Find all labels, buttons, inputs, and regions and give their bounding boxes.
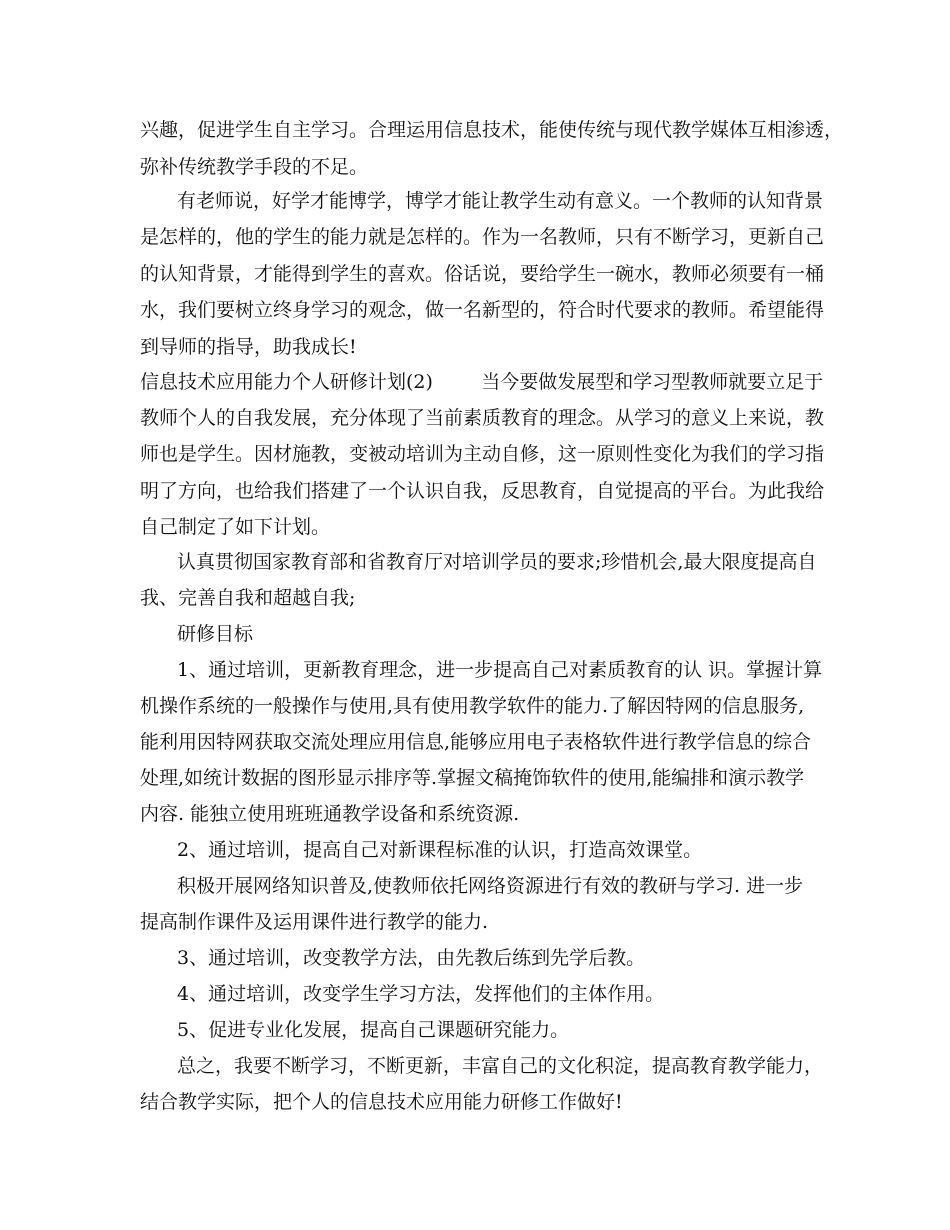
text-line: 是怎样的，他的学生的能力就是怎样的。作为一名教师，只有不断学习，更新自己 bbox=[140, 226, 825, 248]
text-line: 有老师说，好学才能博学，博学才能让教学生动有意义。一个教师的认知背景 bbox=[177, 190, 824, 212]
text-line: 认真贯彻国家教育部和省教育厅对培训学员的要求;珍惜机会,最大限度提高自 bbox=[177, 551, 817, 573]
text-line: 4、通过培训，改变学生学习方法，发挥他们的主体作用。 bbox=[177, 983, 665, 1005]
text-line: 兴趣，促进学生自主学习。合理运用信息技术，能使传统与现代教学媒体互相渗透， bbox=[140, 119, 844, 141]
text-line: 师也是学生。因材施教，变被动培训为主动自修，这一原则性变化为我们的学习指 bbox=[140, 443, 825, 465]
text-line: 2、通过培训，提高自己对新课程标准的认识，打造高效课堂。 bbox=[177, 839, 703, 861]
text-line: 水，我们要树立终身学习的观念，做一名新型的，符合时代要求的教师。希望能得 bbox=[140, 299, 825, 321]
text-line: 能利用因特网获取交流处理应用信息,能够应用电子表格软件进行教学信息的综合 bbox=[140, 731, 812, 753]
text-line: 我、完善自我和超越自我; bbox=[140, 587, 356, 609]
text-line: 自己制定了如下计划。 bbox=[140, 516, 331, 538]
text-line: 积极开展网络知识普及,使教师依托网络资源进行有效的教研与学习. 进一步 bbox=[177, 875, 804, 897]
text-line: 的认知背景，才能得到学生的喜欢。俗话说，要给学生一碗水，教师必须要有一桶 bbox=[140, 263, 825, 285]
text-line: 弥补传统教学手段的不足。 bbox=[140, 156, 369, 178]
text-line: 机操作系统的一般操作与使用,具有使用教学软件的能力.了解因特网的信息服务, bbox=[140, 695, 805, 717]
text-line: 总之，我要不断学习，不断更新，丰富自己的文化积淀，提高教育教学能力， bbox=[177, 1055, 824, 1077]
text-line: 研修目标 bbox=[177, 623, 254, 645]
text-line: 结合教学实际，把个人的信息技术应用能力研修工作做好! bbox=[140, 1091, 623, 1113]
text-line: 教师个人的自我发展，充分体现了当前素质教育的理念。从学习的意义上来说，教 bbox=[140, 407, 825, 429]
text-line: 提高制作课件及运用课件进行教学的能力. bbox=[140, 911, 489, 933]
text-line: 1、通过培训，更新教育理念，进一步提高自己对素质教育的认 识。掌握计算 bbox=[177, 659, 823, 681]
text-line: 5、促进专业化发展，提高自己课题研究能力。 bbox=[177, 1019, 570, 1041]
text-line: 处理,如统计数据的图形显示排序等.掌握文稿掩饰软件的使用,能编排和演示教学 bbox=[140, 767, 805, 789]
text-line: 明了方向，也给我们搭建了一个认识自我，反思教育，自觉提高的平台。为此我给 bbox=[140, 480, 825, 502]
text-line: 到导师的指导，助我成长! bbox=[140, 336, 357, 358]
text-line: 内容. 能独立使用班班通教学设备和系统资源. bbox=[140, 803, 520, 825]
text-line: 信息技术应用能力个人研修计划(2) 当今要做发展型和学习型教师就要立足于 bbox=[140, 371, 824, 393]
text-line: 3、通过培训，改变教学方法，由先教后练到先学后教。 bbox=[177, 947, 646, 969]
